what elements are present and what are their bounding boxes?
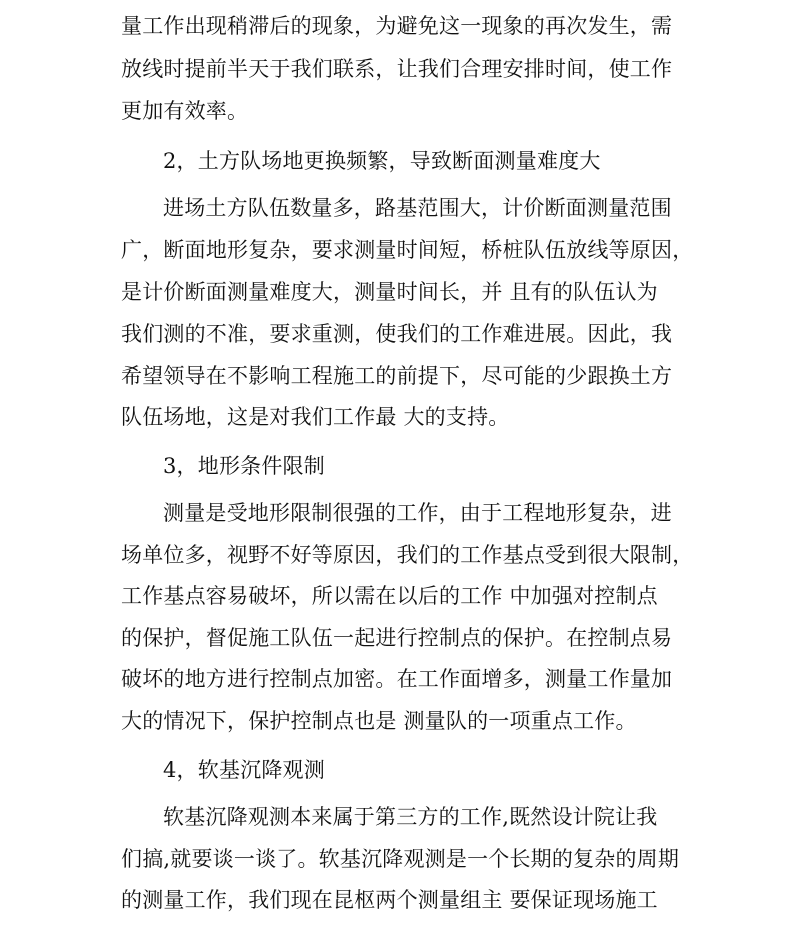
text-line: 破坏的地方进行控制点加密。在工作面增多，测量工作量加 <box>121 667 673 691</box>
section-heading: 3，地形条件限制 <box>163 454 325 478</box>
text-line: 更加有效率。 <box>121 99 249 123</box>
text-line: 是计价断面测量难度大，测量时间长，并 且有的队伍认为 <box>121 280 658 304</box>
text-line: 软基沉降观测本来属于第三方的工作,既然设计院让我 <box>163 805 658 829</box>
text-line: 的测量工作，我们现在昆枢两个测量组主 要保证现场施工 <box>121 888 658 912</box>
section-heading: 4，软基沉降观测 <box>163 758 325 782</box>
text-line: 场单位多，视野不好等原因，我们的工作基点受到很大限制， <box>121 543 694 567</box>
section-heading: 2，土方队场地更换频繁，导致断面测量难度大 <box>163 149 601 173</box>
text-line: 们搞,就要谈一谈了。软基沉降观测是一个长期的复杂的周期 <box>121 847 680 871</box>
text-line: 量工作出现稍滞后的现象，为避免这一现象的再次发生，需 <box>121 14 673 38</box>
text-line: 的保护，督促施工队伍一起进行控制点的保护。在控制点易 <box>121 626 673 650</box>
text-line: 我们测的不准，要求重测，使我们的工作难进展。因此，我 <box>121 322 673 346</box>
text-line: 工作基点容易破坏，所以需在以后的工作 中加强对控制点 <box>121 584 658 608</box>
text-line: 广，断面地形复杂，要求测量时间短，桥桩队伍放线等原因， <box>121 238 694 262</box>
text-line: 测量是受地形限制很强的工作，由于工程地形复杂，进 <box>163 501 672 525</box>
text-line: 希望领导在不影响工程施工的前提下，尽可能的少跟换土方 <box>121 364 673 388</box>
text-line: 放线时提前半天于我们联系，让我们合理安排时间，使工作 <box>121 57 673 81</box>
text-line: 进场土方队伍数量多，路基范围大，计价断面测量范围 <box>163 196 672 220</box>
text-line: 队伍场地，这是对我们工作最 大的支持。 <box>121 405 510 429</box>
text-line: 大的情况下，保护控制点也是 测量队的一项重点工作。 <box>121 709 637 733</box>
